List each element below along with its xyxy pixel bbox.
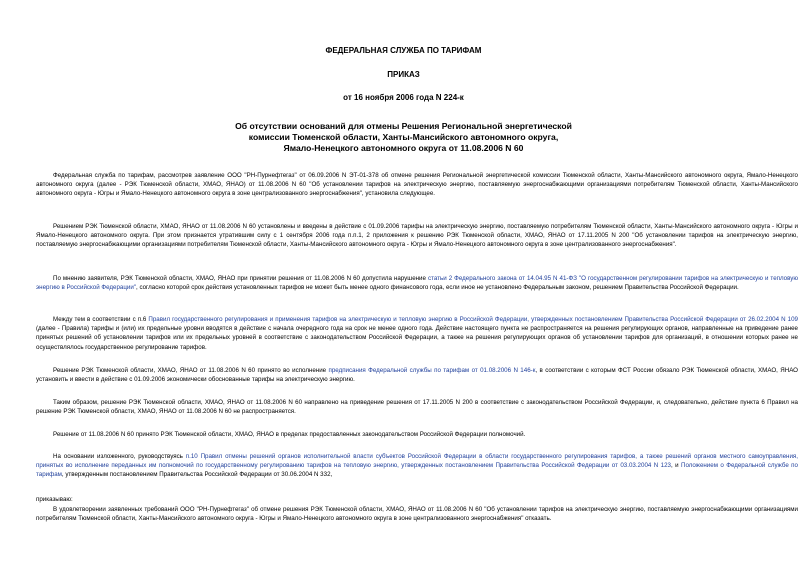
document-title-line: Об отсутствии оснований для отмены Решения Региональной энергетической — [235, 121, 572, 131]
document-date-number: от 16 ноября 2006 года N 224-к — [343, 93, 464, 102]
link-fst-prescription-146k[interactable]: предписания Федеральной службы по тарифам от 01.08.2006 N 146-к — [328, 367, 536, 374]
paragraph-legal-basis: На основании изложенного, руководствуясь п.10 Правил отмены решений органов исполнительной власти субъектов Российской Федерации в области государственного регулирования тарифов, а также решений органов местного самоуправления, принятых во исполнение переданных им полномочий по государственному регулированию тарифов на тепловую энергию, утвержденных постановлением Правительства Российской Федерации от 03.03.2004 N 123, и Положением о Федеральной службе по тарифам, утвержденным постановлением Правительства Российской Федерации от 30.06.2004 N 332, — [36, 453, 798, 479]
agency-name: ФЕДЕРАЛЬНАЯ СЛУЖБА ПО ТАРИФАМ — [325, 46, 482, 55]
link-rules-clause-10[interactable]: п.10 Правил отмены решений органов исполнительной власти субъектов Российской Федерации в области государственного регулирования тарифов, а также решений органов местного самоуправления, принятых во исполнение переданных им полномочий по государственному регулированию тарифов на тепловую энергию, утвержденных постановлением Правительства Российской Федерации от 03.03.2004 N 123 — [36, 453, 798, 470]
paragraph-resolution: В удовлетворении заявленных требований ООО "РН-Пурнефтегаз" об отмене решения РЭК Тюменской области, ХМАО, ЯНАО от 11.08.2006 N 60 "Об установлении тарифов на электрическую энергию, поставляемую энергоснабжающими организациями потребителям Тюменской области, Ханты-Мансийского автономного округа - Югры и Ямало-Ненецкого автономного округа в зоне централизованного энергоснабжения" отказать. — [36, 506, 798, 523]
paragraph-rules-clause-6: Между тем в соответствии с п.6 Правил государственного регулирования и применения тарифов на электрическую и тепловую энергию в Российской Федерации, утвержденных постановлением Правительства Российской Федерации от 26.02.2004 N 109 (далее - Правила) тарифы и (или) их предельные уровни вводятся в действие с начала очередного года на срок не менее одного года. Действие настоящего пункта не распространяется на решения регулирующих органов, направленные на приведение ранее принятых решений об установлении тарифов или их предельных уровней в соответствие с законодательством Российской Федерации, а также на решения регулирующих органов об установлении тарифов для организаций, в отношении которых ранее не осуществлялось государственное регулирование тарифов. — [36, 316, 798, 351]
link-government-decree-109[interactable]: Правил государственного регулирования и применения тарифов на электрическую и тепловую энергию в Российской Федерации, утвержденных постановлением Правительства Российской Федерации от 26.02.2004 N 109 — [148, 316, 798, 323]
paragraph-powers: Решение от 11.08.2006 N 60 принято РЭК Тюменской области, ХМАО, ЯНАО в пределах предоставленных законодательством Российской Федерации полномочий. — [53, 431, 526, 438]
paragraph-prescription: Решение РЭК Тюменской области, ХМАО, ЯНАО от 11.08.2006 N 60 принято во исполнение предписания Федеральной службы по тарифам от 01.08.2006 N 146-к, в соответствии с которым ФСТ России обязало РЭК Тюменской области, ХМАО, ЯНАО установить и ввести в действие с 01.09.2006 экономически обоснованные тарифы на электрическую энергию. — [36, 367, 798, 384]
paragraph-conclusion: Таким образом, решение РЭК Тюменской области, ХМАО, ЯНАО от 11.08.2006 N 60 направлено на приведение решения от 17.11.2005 N 200 в соответствие с законодательством Российской Федерации, и, следовательно, действие пункта 6 Правил на решение РЭК Тюменской области, ХМАО, ЯНАО от 11.08.2006 N 60 не распространяется. — [36, 399, 798, 416]
document-type: ПРИКАЗ — [387, 70, 420, 79]
paragraph-order-word: приказываю: — [36, 496, 73, 503]
paragraph-applicant-opinion: По мнению заявителя, РЭК Тюменской области, ХМАО, ЯНАО при принятии решения от 11.08.2006 N 60 допустила нарушение статьи 2 Федерального закона от 14.04.95 N 41-ФЗ "О государственном регулировании тарифов на электрическую и тепловую энергию в Российской Федерации", согласно которой срок действия установленных тарифов не может быть менее одного финансового года, если иное не установлено Федеральным законом, решением Правительства Российской Федерации. — [36, 275, 798, 292]
document-title-line: Ямало-Ненецкого автономного округа от 11.08.2006 N 60 — [283, 143, 524, 153]
paragraph-application: Федеральная служба по тарифам, рассмотрев заявление ООО "РН-Пурнефтегаз" от 06.09.2006 N ЭТ-01-378 об отмене решения Региональной энергетической комиссии Тюменской области, Ханты-Мансийского автономного округа, Ямало-Ненецкого автономного округа (далее - РЭК Тюменской области, ХМАО, ЯНАО) от 11.08.2006 N 60 "Об установлении тарифов на электрическую энергию, поставляемую энергоснабжающими организациями потребителям Тюменской области, Ханты-Мансийского автономного округа - Югры и Ямало-Ненецкого автономного округа в зоне централизованного энергоснабжения", установила следующее. — [36, 172, 798, 198]
link-fst-regulation[interactable]: Положением о Федеральной службе по тарифам — [36, 462, 798, 479]
document-title-line: комиссии Тюменской области, Ханты-Мансийского автономного округа, — [248, 132, 559, 142]
paragraph-decision: Решением РЭК Тюменской области, ХМАО, ЯНАО от 11.08.2006 N 60 установлены и введены в действие с 01.09.2006 тарифы на электрическую энергию, поставляемую потребителям Тюменской области, Ханты-Мансийского автономного округа - Югры и Ямало-Ненецкого автономного округа. При этом признается утратившим силу с 1 сентября 2006 года п.п.1, 2 приложения к решению РЭК Тюменской области, ХМАО, ЯНАО от 17.11.2005 N 200 "Об установлении тарифов на электрическую энергию, поставляемую энергоснабжающими организациями потребителям Тюменской области, Ханты-Мансийского автономного округа - Югры и Ямало-Ненецкого автономного округа в зоне централизованного энергоснабжения". — [36, 223, 798, 249]
link-federal-law-41fz[interactable]: статьи 2 Федерального закона от 14.04.95 N 41-ФЗ "О государственном регулировании тарифов на электрическую и тепловую энергию в Российской Федерации" — [36, 275, 798, 292]
